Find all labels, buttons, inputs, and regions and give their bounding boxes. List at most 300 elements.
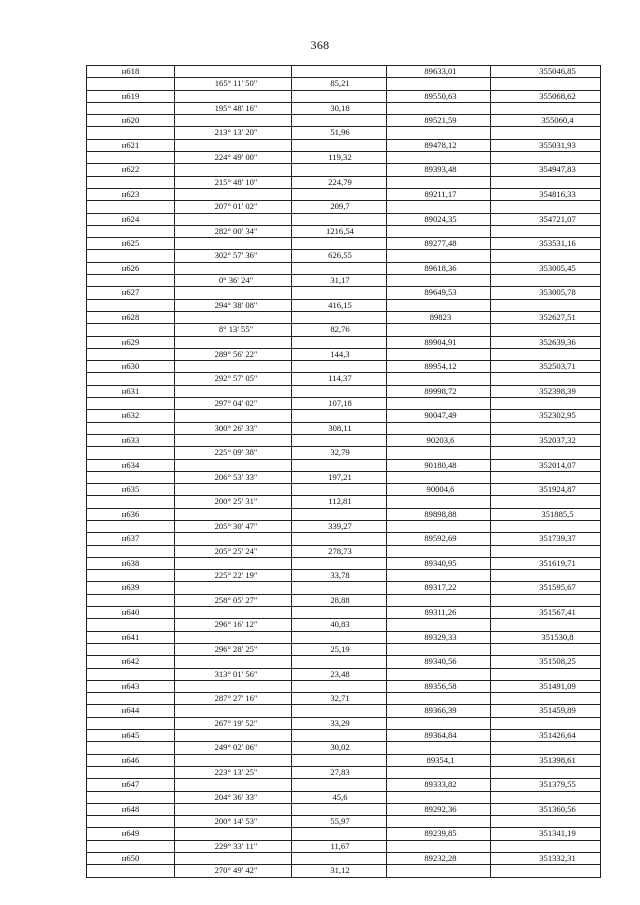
empty-cell bbox=[387, 250, 491, 262]
empty-cell bbox=[387, 102, 491, 114]
point-row bbox=[87, 680, 601, 692]
x-coordinate-cell: 89904,91 bbox=[387, 336, 491, 348]
point-row bbox=[87, 287, 601, 299]
empty-cell bbox=[175, 410, 292, 422]
direction-angle-cell: 205° 25' 24" bbox=[175, 545, 292, 557]
point-id-cell: н646 bbox=[87, 754, 175, 766]
empty-cell bbox=[292, 631, 387, 643]
empty-cell bbox=[292, 828, 387, 840]
x-coordinate-cell: 89618,36 bbox=[387, 262, 491, 274]
empty-cell bbox=[87, 717, 175, 729]
page-number: 368 bbox=[310, 38, 330, 52]
empty-cell bbox=[387, 447, 491, 459]
segment-row bbox=[87, 619, 601, 631]
empty-cell bbox=[387, 176, 491, 188]
empty-cell bbox=[387, 816, 491, 828]
direction-angle-cell: 200° 14' 53" bbox=[175, 816, 292, 828]
y-coordinate-cell: 352014,07 bbox=[491, 459, 601, 471]
empty-cell bbox=[87, 471, 175, 483]
segment-row bbox=[87, 643, 601, 655]
empty-cell bbox=[87, 865, 175, 877]
empty-cell bbox=[87, 520, 175, 532]
point-id-cell: н635 bbox=[87, 484, 175, 496]
point-row bbox=[87, 803, 601, 815]
empty-cell bbox=[175, 213, 292, 225]
direction-angle-cell: 249° 02' 06" bbox=[175, 742, 292, 754]
distance-cell: 32,71 bbox=[292, 693, 387, 705]
empty-cell bbox=[491, 78, 601, 90]
segment-row bbox=[87, 127, 601, 139]
empty-cell bbox=[292, 705, 387, 717]
direction-angle-cell: 224° 49' 00" bbox=[175, 152, 292, 164]
empty-cell bbox=[387, 668, 491, 680]
distance-cell: 33,29 bbox=[292, 717, 387, 729]
segment-row bbox=[87, 496, 601, 508]
segment-row bbox=[87, 201, 601, 213]
empty-cell bbox=[491, 176, 601, 188]
empty-cell bbox=[292, 385, 387, 397]
x-coordinate-cell: 89823 bbox=[387, 311, 491, 323]
empty-cell bbox=[292, 188, 387, 200]
y-coordinate-cell: 352302,95 bbox=[491, 410, 601, 422]
distance-cell: 416,15 bbox=[292, 299, 387, 311]
empty-cell bbox=[491, 791, 601, 803]
distance-cell: 144,3 bbox=[292, 348, 387, 360]
x-coordinate-cell: 89317,22 bbox=[387, 582, 491, 594]
point-row bbox=[87, 533, 601, 545]
segment-row bbox=[87, 693, 601, 705]
empty-cell bbox=[87, 176, 175, 188]
empty-cell bbox=[292, 779, 387, 791]
distance-cell: 209,7 bbox=[292, 201, 387, 213]
y-coordinate-cell: 351567,41 bbox=[491, 607, 601, 619]
empty-cell bbox=[175, 754, 292, 766]
x-coordinate-cell: 89898,88 bbox=[387, 508, 491, 520]
empty-cell bbox=[292, 311, 387, 323]
empty-cell bbox=[387, 594, 491, 606]
empty-cell bbox=[491, 865, 601, 877]
empty-cell bbox=[387, 643, 491, 655]
coordinates-table-body bbox=[87, 66, 601, 878]
empty-cell bbox=[387, 348, 491, 360]
y-coordinate-cell: 353005,78 bbox=[491, 287, 601, 299]
empty-cell bbox=[387, 717, 491, 729]
empty-cell bbox=[87, 275, 175, 287]
distance-cell: 51,96 bbox=[292, 127, 387, 139]
empty-cell bbox=[387, 78, 491, 90]
empty-cell bbox=[491, 348, 601, 360]
empty-cell bbox=[87, 668, 175, 680]
empty-cell bbox=[87, 447, 175, 459]
y-coordinate-cell: 355060,4 bbox=[491, 115, 601, 127]
direction-angle-cell: 313° 01' 56" bbox=[175, 668, 292, 680]
empty-cell bbox=[292, 730, 387, 742]
y-coordinate-cell: 354816,33 bbox=[491, 188, 601, 200]
empty-cell bbox=[387, 619, 491, 631]
x-coordinate-cell: 89366,39 bbox=[387, 705, 491, 717]
point-id-cell: н641 bbox=[87, 631, 175, 643]
distance-cell: 278,73 bbox=[292, 545, 387, 557]
segment-row bbox=[87, 102, 601, 114]
segment-row bbox=[87, 791, 601, 803]
empty-cell bbox=[87, 693, 175, 705]
distance-cell: 224,79 bbox=[292, 176, 387, 188]
point-id-cell: н637 bbox=[87, 533, 175, 545]
point-id-cell: н647 bbox=[87, 779, 175, 791]
distance-cell: 82,76 bbox=[292, 324, 387, 336]
point-id-cell: н625 bbox=[87, 238, 175, 250]
distance-cell: 27,83 bbox=[292, 766, 387, 778]
x-coordinate-cell: 89340,56 bbox=[387, 656, 491, 668]
direction-angle-cell: 292° 57' 05" bbox=[175, 373, 292, 385]
point-id-cell: н649 bbox=[87, 828, 175, 840]
empty-cell bbox=[175, 533, 292, 545]
direction-angle-cell: 282° 00' 34" bbox=[175, 225, 292, 237]
empty-cell bbox=[87, 766, 175, 778]
empty-cell bbox=[491, 668, 601, 680]
empty-cell bbox=[491, 471, 601, 483]
empty-cell bbox=[387, 152, 491, 164]
distance-cell: 30,02 bbox=[292, 742, 387, 754]
x-coordinate-cell: 89024,35 bbox=[387, 213, 491, 225]
point-id-cell: н628 bbox=[87, 311, 175, 323]
y-coordinate-cell: 352398,39 bbox=[491, 385, 601, 397]
x-coordinate-cell: 89478,12 bbox=[387, 139, 491, 151]
empty-cell bbox=[387, 520, 491, 532]
distance-cell: 30,18 bbox=[292, 102, 387, 114]
y-coordinate-cell: 351360,56 bbox=[491, 803, 601, 815]
point-id-cell: н631 bbox=[87, 385, 175, 397]
empty-cell bbox=[292, 459, 387, 471]
empty-cell bbox=[87, 496, 175, 508]
point-row bbox=[87, 459, 601, 471]
empty-cell bbox=[292, 508, 387, 520]
point-id-cell: н629 bbox=[87, 336, 175, 348]
empty-cell bbox=[87, 373, 175, 385]
empty-cell bbox=[175, 90, 292, 102]
y-coordinate-cell: 351595,67 bbox=[491, 582, 601, 594]
distance-cell: 40,83 bbox=[292, 619, 387, 631]
empty-cell bbox=[292, 115, 387, 127]
segment-row bbox=[87, 348, 601, 360]
y-coordinate-cell: 351398,61 bbox=[491, 754, 601, 766]
point-row bbox=[87, 557, 601, 569]
direction-angle-cell: 300° 26' 33" bbox=[175, 422, 292, 434]
point-id-cell: н644 bbox=[87, 705, 175, 717]
empty-cell bbox=[292, 336, 387, 348]
empty-cell bbox=[387, 398, 491, 410]
empty-cell bbox=[175, 66, 292, 78]
empty-cell bbox=[292, 410, 387, 422]
x-coordinate-cell: 90203,6 bbox=[387, 434, 491, 446]
empty-cell bbox=[175, 582, 292, 594]
y-coordinate-cell: 352639,36 bbox=[491, 336, 601, 348]
point-row bbox=[87, 188, 601, 200]
empty-cell bbox=[491, 840, 601, 852]
segment-row bbox=[87, 422, 601, 434]
segment-row bbox=[87, 717, 601, 729]
empty-cell bbox=[292, 754, 387, 766]
empty-cell bbox=[87, 78, 175, 90]
empty-cell bbox=[175, 164, 292, 176]
empty-cell bbox=[175, 730, 292, 742]
empty-cell bbox=[491, 496, 601, 508]
direction-angle-cell: 205° 30' 47" bbox=[175, 520, 292, 532]
x-coordinate-cell: 89649,53 bbox=[387, 287, 491, 299]
point-row bbox=[87, 238, 601, 250]
direction-angle-cell: 223° 13' 25" bbox=[175, 766, 292, 778]
distance-cell: 197,21 bbox=[292, 471, 387, 483]
point-id-cell: н638 bbox=[87, 557, 175, 569]
point-id-cell: н622 bbox=[87, 164, 175, 176]
segment-row bbox=[87, 668, 601, 680]
empty-cell bbox=[175, 779, 292, 791]
empty-cell bbox=[491, 152, 601, 164]
empty-cell bbox=[175, 557, 292, 569]
point-row bbox=[87, 213, 601, 225]
direction-angle-cell: 287° 27' 16" bbox=[175, 693, 292, 705]
point-id-cell: н626 bbox=[87, 262, 175, 274]
x-coordinate-cell: 89521,59 bbox=[387, 115, 491, 127]
y-coordinate-cell: 355068,62 bbox=[491, 90, 601, 102]
distance-cell: 85,21 bbox=[292, 78, 387, 90]
empty-cell bbox=[175, 803, 292, 815]
empty-cell bbox=[387, 545, 491, 557]
direction-angle-cell: 297° 04' 02" bbox=[175, 398, 292, 410]
x-coordinate-cell: 89340,95 bbox=[387, 557, 491, 569]
empty-cell bbox=[387, 742, 491, 754]
x-coordinate-cell: 89292,36 bbox=[387, 803, 491, 815]
y-coordinate-cell: 353531,16 bbox=[491, 238, 601, 250]
direction-angle-cell: 294° 38' 08" bbox=[175, 299, 292, 311]
point-id-cell: н627 bbox=[87, 287, 175, 299]
segment-row bbox=[87, 865, 601, 877]
empty-cell bbox=[175, 262, 292, 274]
point-row bbox=[87, 262, 601, 274]
empty-cell bbox=[292, 656, 387, 668]
x-coordinate-cell: 89232,28 bbox=[387, 853, 491, 865]
x-coordinate-cell: 90004,6 bbox=[387, 484, 491, 496]
point-row bbox=[87, 164, 601, 176]
empty-cell bbox=[87, 594, 175, 606]
point-row bbox=[87, 139, 601, 151]
distance-cell: 25,19 bbox=[292, 643, 387, 655]
empty-cell bbox=[87, 348, 175, 360]
empty-cell bbox=[387, 471, 491, 483]
x-coordinate-cell: 89239,85 bbox=[387, 828, 491, 840]
empty-cell bbox=[87, 643, 175, 655]
y-coordinate-cell: 353005,45 bbox=[491, 262, 601, 274]
empty-cell bbox=[491, 324, 601, 336]
empty-cell bbox=[387, 422, 491, 434]
distance-cell: 107,18 bbox=[292, 398, 387, 410]
x-coordinate-cell: 89550,63 bbox=[387, 90, 491, 102]
segment-row bbox=[87, 176, 601, 188]
empty-cell bbox=[491, 447, 601, 459]
segment-row bbox=[87, 152, 601, 164]
y-coordinate-cell: 351530,8 bbox=[491, 631, 601, 643]
point-row bbox=[87, 66, 601, 78]
direction-angle-cell: 302° 57' 36" bbox=[175, 250, 292, 262]
empty-cell bbox=[175, 361, 292, 373]
point-id-cell: н632 bbox=[87, 410, 175, 422]
x-coordinate-cell: 89633,01 bbox=[387, 66, 491, 78]
direction-angle-cell: 289° 56' 22" bbox=[175, 348, 292, 360]
y-coordinate-cell: 351426,64 bbox=[491, 730, 601, 742]
empty-cell bbox=[491, 717, 601, 729]
empty-cell bbox=[491, 520, 601, 532]
empty-cell bbox=[292, 680, 387, 692]
empty-cell bbox=[387, 865, 491, 877]
empty-cell bbox=[175, 336, 292, 348]
distance-cell: 31,12 bbox=[292, 865, 387, 877]
empty-cell bbox=[491, 398, 601, 410]
empty-cell bbox=[491, 545, 601, 557]
empty-cell bbox=[491, 742, 601, 754]
empty-cell bbox=[387, 496, 491, 508]
y-coordinate-cell: 351379,55 bbox=[491, 779, 601, 791]
x-coordinate-cell: 89354,1 bbox=[387, 754, 491, 766]
empty-cell bbox=[491, 373, 601, 385]
direction-angle-cell: 195° 48' 16" bbox=[175, 102, 292, 114]
empty-cell bbox=[175, 853, 292, 865]
empty-cell bbox=[87, 225, 175, 237]
empty-cell bbox=[491, 619, 601, 631]
direction-angle-cell: 296° 16' 12" bbox=[175, 619, 292, 631]
y-coordinate-cell: 351739,37 bbox=[491, 533, 601, 545]
segment-row bbox=[87, 742, 601, 754]
empty-cell bbox=[491, 127, 601, 139]
empty-cell bbox=[387, 791, 491, 803]
distance-cell: 119,32 bbox=[292, 152, 387, 164]
empty-cell bbox=[387, 324, 491, 336]
empty-cell bbox=[387, 840, 491, 852]
empty-cell bbox=[87, 152, 175, 164]
point-id-cell: н623 bbox=[87, 188, 175, 200]
point-row bbox=[87, 631, 601, 643]
empty-cell bbox=[87, 422, 175, 434]
direction-angle-cell: 0° 36' 24" bbox=[175, 275, 292, 287]
empty-cell bbox=[87, 299, 175, 311]
empty-cell bbox=[491, 299, 601, 311]
empty-cell bbox=[387, 127, 491, 139]
segment-row bbox=[87, 78, 601, 90]
distance-cell: 114,37 bbox=[292, 373, 387, 385]
empty-cell bbox=[491, 102, 601, 114]
empty-cell bbox=[87, 201, 175, 213]
point-row bbox=[87, 385, 601, 397]
direction-angle-cell: 204° 36' 33" bbox=[175, 791, 292, 803]
empty-cell bbox=[175, 139, 292, 151]
direction-angle-cell: 267° 19' 52" bbox=[175, 717, 292, 729]
distance-cell: 308,11 bbox=[292, 422, 387, 434]
point-id-cell: н650 bbox=[87, 853, 175, 865]
point-row bbox=[87, 434, 601, 446]
point-row bbox=[87, 754, 601, 766]
empty-cell bbox=[491, 693, 601, 705]
empty-cell bbox=[87, 102, 175, 114]
point-row bbox=[87, 311, 601, 323]
segment-row bbox=[87, 594, 601, 606]
point-row bbox=[87, 582, 601, 594]
empty-cell bbox=[87, 742, 175, 754]
segment-row bbox=[87, 766, 601, 778]
y-coordinate-cell: 351341,19 bbox=[491, 828, 601, 840]
empty-cell bbox=[491, 201, 601, 213]
empty-cell bbox=[387, 275, 491, 287]
y-coordinate-cell: 351885,5 bbox=[491, 508, 601, 520]
segment-row bbox=[87, 250, 601, 262]
direction-angle-cell: 270° 49' 42" bbox=[175, 865, 292, 877]
direction-angle-cell: 8° 13' 55" bbox=[175, 324, 292, 336]
empty-cell bbox=[292, 90, 387, 102]
point-row bbox=[87, 115, 601, 127]
empty-cell bbox=[292, 164, 387, 176]
empty-cell bbox=[491, 570, 601, 582]
point-id-cell: н620 bbox=[87, 115, 175, 127]
point-row bbox=[87, 853, 601, 865]
y-coordinate-cell: 351924,87 bbox=[491, 484, 601, 496]
empty-cell bbox=[175, 680, 292, 692]
point-row bbox=[87, 656, 601, 668]
distance-cell: 626,55 bbox=[292, 250, 387, 262]
x-coordinate-cell: 89211,17 bbox=[387, 188, 491, 200]
direction-angle-cell: 200° 25' 31" bbox=[175, 496, 292, 508]
empty-cell bbox=[292, 853, 387, 865]
empty-cell bbox=[292, 139, 387, 151]
segment-row bbox=[87, 373, 601, 385]
segment-row bbox=[87, 570, 601, 582]
point-row bbox=[87, 828, 601, 840]
empty-cell bbox=[292, 238, 387, 250]
point-row bbox=[87, 336, 601, 348]
point-id-cell: н645 bbox=[87, 730, 175, 742]
empty-cell bbox=[175, 385, 292, 397]
empty-cell bbox=[175, 188, 292, 200]
distance-cell: 11,67 bbox=[292, 840, 387, 852]
empty-cell bbox=[175, 434, 292, 446]
x-coordinate-cell: 89311,26 bbox=[387, 607, 491, 619]
empty-cell bbox=[292, 803, 387, 815]
empty-cell bbox=[292, 607, 387, 619]
empty-cell bbox=[292, 582, 387, 594]
empty-cell bbox=[491, 594, 601, 606]
point-id-cell: н621 bbox=[87, 139, 175, 151]
segment-row bbox=[87, 471, 601, 483]
point-id-cell: н639 bbox=[87, 582, 175, 594]
empty-cell bbox=[87, 127, 175, 139]
y-coordinate-cell: 351508,25 bbox=[491, 656, 601, 668]
x-coordinate-cell: 89592,69 bbox=[387, 533, 491, 545]
point-id-cell: н634 bbox=[87, 459, 175, 471]
distance-cell: 28,88 bbox=[292, 594, 387, 606]
point-id-cell: н636 bbox=[87, 508, 175, 520]
distance-cell: 31,17 bbox=[292, 275, 387, 287]
direction-angle-cell: 229° 33' 11" bbox=[175, 840, 292, 852]
empty-cell bbox=[175, 828, 292, 840]
empty-cell bbox=[175, 311, 292, 323]
coordinates-table bbox=[86, 65, 601, 878]
x-coordinate-cell: 89356,58 bbox=[387, 680, 491, 692]
y-coordinate-cell: 351459,89 bbox=[491, 705, 601, 717]
x-coordinate-cell: 89393,48 bbox=[387, 164, 491, 176]
point-row bbox=[87, 779, 601, 791]
empty-cell bbox=[87, 619, 175, 631]
x-coordinate-cell: 90047,49 bbox=[387, 410, 491, 422]
segment-row bbox=[87, 840, 601, 852]
point-row bbox=[87, 90, 601, 102]
distance-cell: 112,81 bbox=[292, 496, 387, 508]
